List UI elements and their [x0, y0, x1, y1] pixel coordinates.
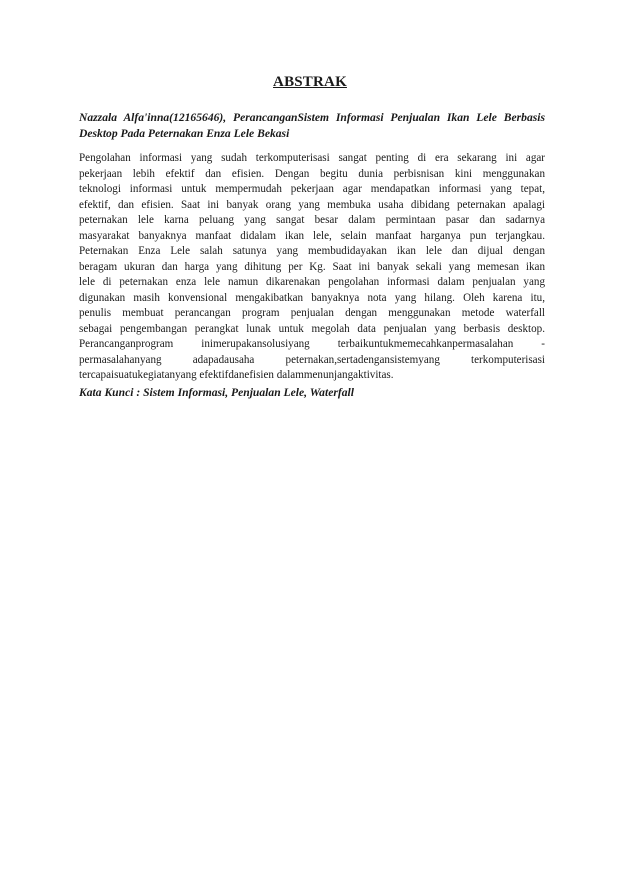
- abstract-line: peternakan lele karna peluang yang sangat besar dalam permintaan pasar dan sadarnya: [79, 214, 545, 226]
- abstract-line: teknologi informasi untuk mempermudah pekerjaan agar mendapatkan informasi yang tepat,: [79, 183, 545, 195]
- keywords-line: Kata Kunci : Sistem Informasi, Penjualan Lele, Waterfall: [79, 386, 354, 399]
- abstract-line: permasalahanyang adapadausaha peternakan,sertadengansistemyang terkomputerisasi: [79, 353, 545, 366]
- abstract-line: digunakan masih konvensional mengakibatkan banyaknya nota yang hilang. Oleh karena itu,: [79, 291, 545, 304]
- abstract-line: Pengolahan informasi yang sudah terkomputerisasi sangat penting di era sekarang ini agar: [79, 152, 545, 164]
- abstract-line: beragam ukuran dan harga yang dihitung per Kg. Saat ini banyak sekali yang memesan ikan: [79, 260, 545, 273]
- abstract-line: lele di peternakan enza lele namun dikarenakan pengolahan informasi dalam penjualan yang: [79, 276, 545, 288]
- abstract-line: penulis membuat perancangan program penjualan dengan menggunakan metode waterfall: [79, 307, 545, 319]
- author-title-line: Nazzala Alfa'inna(12165646), PerancanganSistem Informasi Penjualan Ikan Lele Berbasis Desktop Pada Peternakan Enza Lele Bekasi: [79, 111, 545, 140]
- abstract-line: sebagai pengembangan perangkat lunak untuk megolah data penjualan yang berbasis desktop.: [79, 322, 545, 335]
- abstract-line: pekerjaan lebih efektif dan efisien. Dengan begitu dunia perbisnisan kini menggunakan: [79, 167, 545, 180]
- abstract-line: masyarakat banyaknya manfaat didalam ikan lele, selain manfaat harganya pun terjangkau.: [79, 229, 545, 242]
- abstract-body: [79, 151, 545, 384]
- abstract-line: efektif, dan efisien. Saat ini banyak orang yang membuka usaha dibidang peternakan apalagi: [79, 198, 545, 211]
- abstract-line: tercapaisuatukegiatanyang efektifdanefisien dalammenunjangaktivitas.: [79, 369, 394, 381]
- abstract-line: Peternakan Enza Lele salah satunya yang membudidayakan ikan lele dan dijual dengan: [79, 245, 545, 257]
- abstract-line: Perancanganprogram inimerupakansolusiyang terbaikuntukmemecahkanpermasalahan -: [79, 338, 545, 350]
- abstract-title: ABSTRAK: [273, 74, 347, 90]
